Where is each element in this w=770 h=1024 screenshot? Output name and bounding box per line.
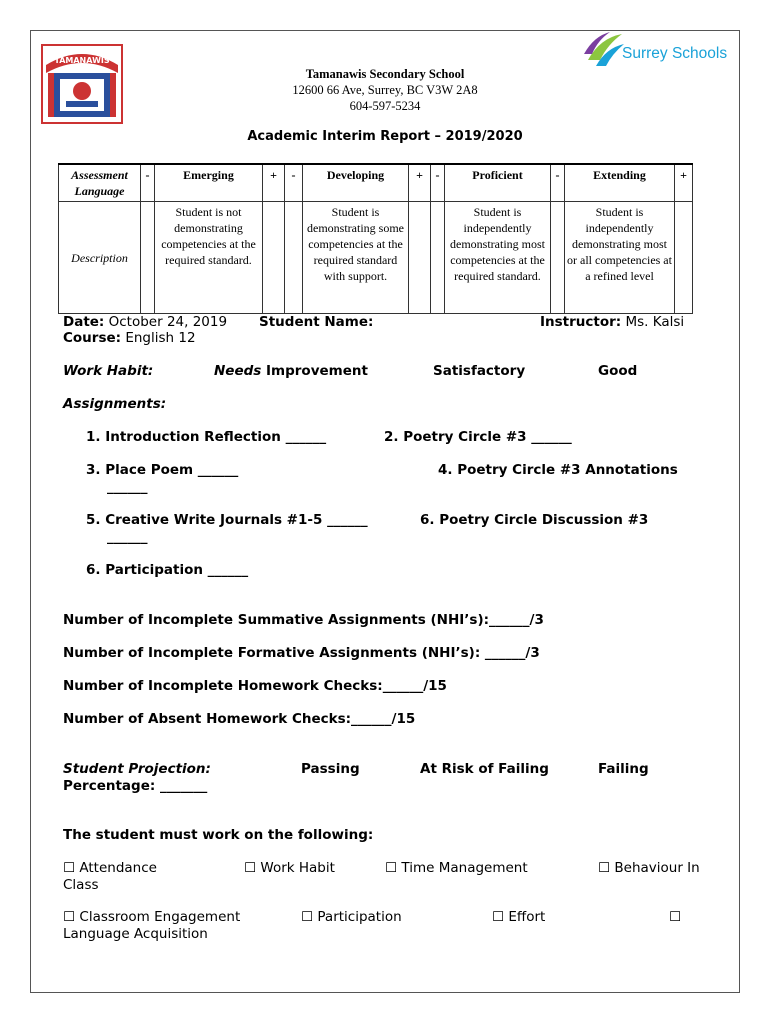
- header-proficient: Proficient: [445, 164, 551, 202]
- work-habit-needs-improvement: [214, 363, 368, 379]
- checkbox-classroom-engagement[interactable]: ☐ Classroom Engagement: [63, 909, 241, 925]
- header-assessment-language: Assessment Language: [59, 164, 141, 202]
- school-info: [235, 66, 535, 114]
- checkbox-attendance[interactable]: ☐ Attendance: [63, 860, 157, 876]
- rubric-header-row: [59, 164, 693, 202]
- header-developing: Developing: [303, 164, 409, 202]
- course-label: Course:: [63, 330, 122, 346]
- desc-developing: Student is demonstrating some competencies at the required standard with support.: [303, 202, 409, 314]
- date-label: Date:: [63, 314, 105, 330]
- projection-failing: Failing: [598, 761, 649, 777]
- assignment-item: 3. Place Poem ______: [86, 462, 239, 478]
- course-value: English 12: [125, 330, 196, 346]
- date-value: October 24, 2019: [108, 314, 228, 330]
- header-plus: +: [409, 164, 431, 202]
- header-emerging: Emerging: [155, 164, 263, 202]
- school-name: Tamanawis Secondary School: [305, 67, 465, 81]
- assignment-item: 6. Poetry Circle Discussion #3: [420, 512, 649, 528]
- count-homework-absent: Number of Absent Homework Checks:______/15: [63, 711, 416, 727]
- rubric-table: [58, 163, 693, 314]
- assignment-item: 5. Creative Write Journals #1-5 ______: [86, 512, 368, 528]
- header-minus: -: [551, 164, 565, 202]
- checkbox-participation[interactable]: ☐ Participation: [301, 909, 402, 925]
- instructor-line: [540, 314, 684, 330]
- school-address: 12600 66 Ave, Surrey, BC V3W 2A8: [292, 83, 478, 97]
- desc-extending: Student is independently demonstrating most or all competencies at a refined level: [565, 202, 675, 314]
- header-minus: -: [285, 164, 303, 202]
- projection-label: Student Projection:: [63, 761, 211, 777]
- needs-word: Needs: [214, 363, 262, 379]
- header-plus: +: [263, 164, 285, 202]
- improvement-word: Improvement: [261, 363, 368, 379]
- checkbox-label-continued: Class: [63, 877, 99, 893]
- course-line: [63, 330, 196, 346]
- checkbox-label-continued: Language Acquisition: [63, 926, 208, 942]
- assignment-item-continued: ______: [107, 479, 148, 495]
- count-formative: Number of Incomplete Formative Assignments (NHI’s): ______/3: [63, 645, 540, 661]
- checkbox-behaviour-in-class[interactable]: ☐ Behaviour In: [598, 860, 700, 876]
- count-homework-incomplete: Number of Incomplete Homework Checks:______/15: [63, 678, 447, 694]
- assignment-item: 1. Introduction Reflection ______: [86, 429, 327, 445]
- header-plus: +: [675, 164, 693, 202]
- surrey-schools-text: Surrey Schools: [622, 45, 728, 62]
- assignments-heading: Assignments:: [63, 396, 167, 412]
- checkbox-effort[interactable]: ☐ Effort: [492, 909, 546, 925]
- checkbox-work-habit[interactable]: ☐ Work Habit: [244, 860, 335, 876]
- projection-at-risk: At Risk of Failing: [420, 761, 549, 777]
- rubric-description-row: [59, 202, 693, 314]
- assignment-item: 4. Poetry Circle #3 Annotations: [438, 462, 678, 478]
- instructor-value: Ms. Kalsi: [625, 314, 685, 330]
- school-crest-logo: [40, 43, 124, 125]
- assignment-item: 6. Participation ______: [86, 562, 249, 578]
- instructor-label: Instructor:: [540, 314, 622, 330]
- crest-text: TAMANAWIS: [54, 56, 110, 65]
- assignment-item: 2. Poetry Circle #3 ______: [384, 429, 572, 445]
- student-name-label: Student Name:: [259, 314, 374, 330]
- count-summative: Number of Incomplete Summative Assignments (NHI’s):______/3: [63, 612, 544, 628]
- work-habit-good: Good: [598, 363, 638, 379]
- checkbox-language-acquisition[interactable]: ☐: [669, 909, 682, 925]
- work-on-heading: The student must work on the following:: [63, 827, 374, 843]
- work-habit-satisfactory: Satisfactory: [433, 363, 526, 379]
- row-label-description: Description: [59, 202, 141, 314]
- header-minus: -: [431, 164, 445, 202]
- date-line: [63, 314, 227, 330]
- projection-passing: Passing: [301, 761, 360, 777]
- header-extending: Extending: [565, 164, 675, 202]
- checkbox-time-management[interactable]: ☐ Time Management: [385, 860, 528, 876]
- header-minus: -: [141, 164, 155, 202]
- school-phone: 604-597-5234: [349, 99, 421, 113]
- desc-emerging: Student is not demonstrating competencies at the required standard.: [155, 202, 263, 314]
- work-habit-label: Work Habit:: [63, 363, 154, 379]
- report-title: Academic Interim Report – 2019/2020: [247, 129, 523, 144]
- assignment-item-continued: ______: [107, 529, 148, 545]
- desc-proficient: Student is independently demonstrating most competencies at the required standard.: [445, 202, 551, 314]
- percentage-line: Percentage: _______: [63, 778, 208, 794]
